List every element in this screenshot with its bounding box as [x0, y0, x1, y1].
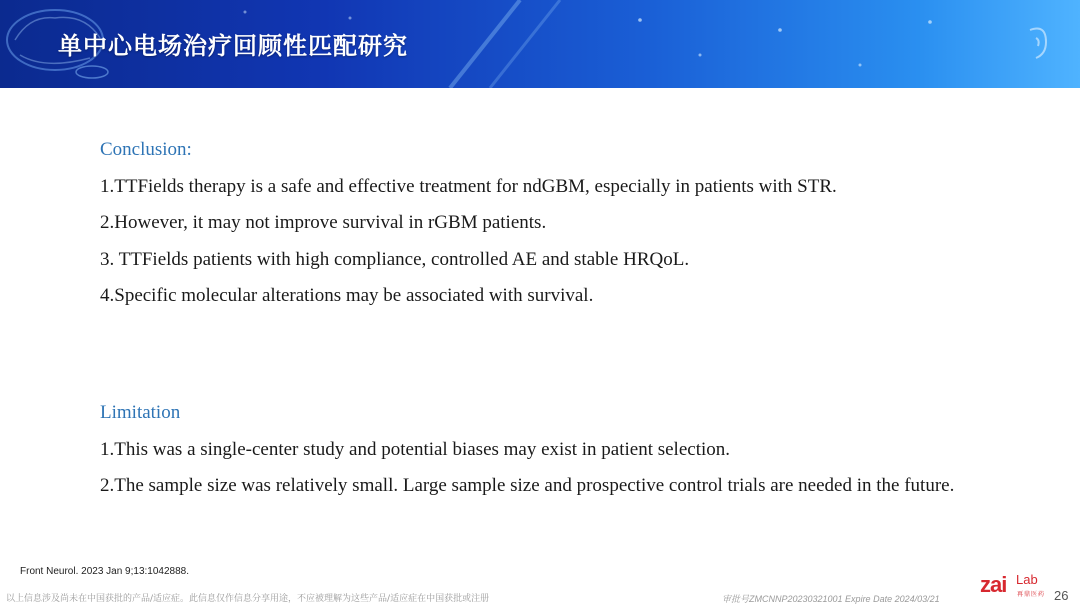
reference-citation: Front Neurol. 2023 Jan 9;13:1042888. — [20, 566, 190, 577]
conclusion-item: 1.TTFields therapy is a safe and effective treatment for ndGBM, especially in patients with STR. — [100, 176, 837, 197]
logo-lab-text: Lab — [1016, 572, 1038, 587]
regulatory-disclaimer: 以上信息涉及尚未在中国获批的产品/适应症。此信息仅作信息分享用途，不应被理解为这些产品/适应症在中国获批或注册 — [6, 594, 490, 604]
conclusion-heading: Conclusion: — [100, 139, 192, 160]
limitation-heading: Limitation — [100, 402, 181, 423]
conclusion-item: 3. TTFields patients with high compliance, controlled AE and stable HRQoL. — [100, 249, 690, 270]
slide-title: 单中心电场治疗回顾性匹配研究 — [58, 32, 408, 60]
limitation-item: 2.The sample size was relatively small. Large sample size and prospective control trials are needed in the future. — [100, 475, 955, 496]
page-number: 26 — [1054, 588, 1069, 603]
logo-subtext: 再鼎医药 — [1017, 591, 1046, 598]
conclusion-item: 2.However, it may not improve survival in rGBM patients. — [100, 212, 547, 233]
slide-header — [0, 0, 1080, 88]
conclusion-item: 4.Specific molecular alterations may be associated with survival. — [100, 285, 594, 306]
logo-main-text: zai — [980, 572, 1007, 597]
limitation-item: 1.This was a single-center study and potential biases may exist in patient selection. — [100, 439, 731, 460]
approval-number: 审批号ZMCNNP20230321001 Expire Date 2024/03/21 — [722, 594, 940, 604]
zai-lab-logo — [980, 572, 1058, 602]
